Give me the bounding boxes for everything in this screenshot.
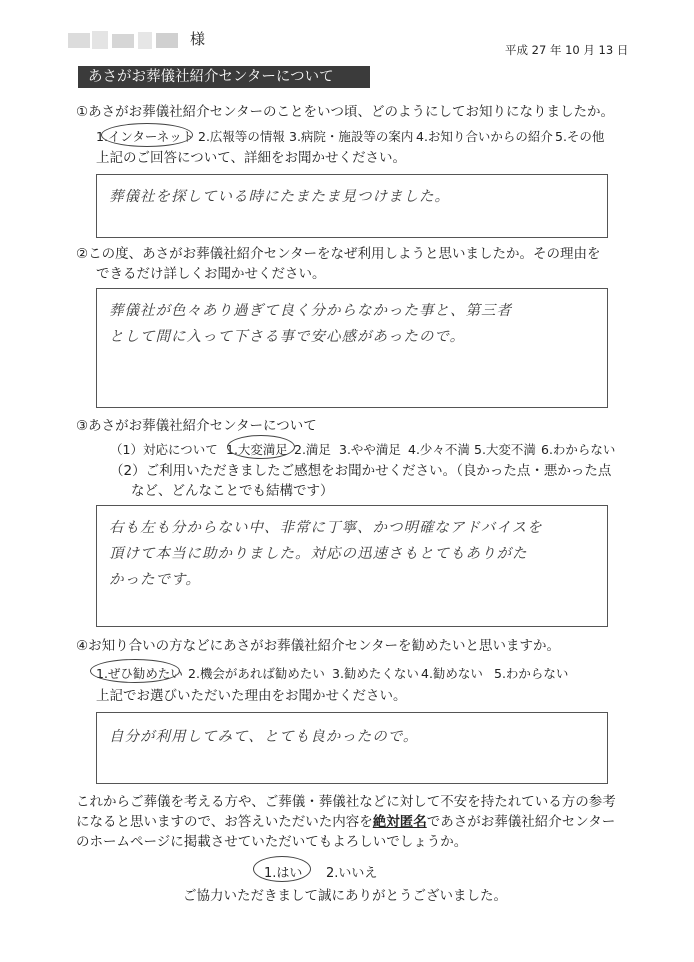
closing-line2-pre: になると思いますので、お答えいただいた内容を xyxy=(76,814,373,830)
q1-option-1[interactable]: 1.インターネット xyxy=(96,129,195,144)
q2-answer-line2: として間に入って下さる事で安心感があったので。 xyxy=(109,329,466,345)
closing-anonymous: 絶対匿名 xyxy=(372,814,427,830)
closing-line2 xyxy=(76,814,615,830)
q3-answer-line1: 右も左も分からない中、非常に丁寧、かつ明確なアドバイスを xyxy=(109,520,543,536)
q3-sub1-label: （1）対応について xyxy=(110,442,218,457)
consent-selected-circle xyxy=(253,856,311,882)
section-title-text: あさがお葬儀社紹介センターについて xyxy=(88,69,334,85)
q4-option-4[interactable]: 4.勧めない xyxy=(421,666,483,681)
q4-option-5[interactable]: 5.わからない xyxy=(494,666,569,681)
q1-option-5[interactable]: 5.その他 xyxy=(555,129,605,144)
closing-line2-post: であさがお葬儀社紹介センター xyxy=(426,814,616,830)
q4-option-3[interactable]: 3.勧めたくない xyxy=(332,666,419,681)
q3-option-5[interactable]: 5.大変不満 xyxy=(474,442,536,457)
q1-answer-text: 葬儀社を探している時にたまたま見つけました。 xyxy=(109,189,450,205)
survey-date: 平成 27 年 10 月 13 日 xyxy=(505,43,629,57)
q4-answer-box xyxy=(96,712,608,784)
q3-option-3[interactable]: 3.やや満足 xyxy=(339,442,401,457)
q1-selected-circle xyxy=(101,123,193,147)
q4-selected-circle xyxy=(90,659,180,683)
q2-question-line1: ②この度、あさがお葬儀社紹介センターをなぜ利用しようと思いましたか。その理由を xyxy=(76,246,601,262)
q3-option-4[interactable]: 4.少々不満 xyxy=(408,442,470,457)
q3-option-6[interactable]: 6.わからない xyxy=(541,442,616,457)
q4-option-1[interactable]: 1.ぜひ勧めたい xyxy=(96,666,183,681)
section-title xyxy=(78,66,370,88)
q4-option-2[interactable]: 2.機会があれば勧めたい xyxy=(188,666,325,681)
q3-sub2-line2: など、どんなことでも結構です） xyxy=(131,483,334,499)
q3-answer-line2: 頂けて本当に助かりました。対応の迅速さもとてもありがた xyxy=(109,546,528,562)
q2-question-line2: できるだけ詳しくお聞かせください。 xyxy=(96,266,326,282)
q2-answer-box xyxy=(96,288,608,408)
q3-option-1[interactable]: 1.大変満足 xyxy=(226,442,288,457)
q4-question: ④お知り合いの方などにあさがお葬儀社紹介センターを勧めたいと思いますか。 xyxy=(76,638,561,654)
q3-selected-circle xyxy=(227,435,295,459)
q1-option-3[interactable]: 3.病院・施設等の案内 xyxy=(289,129,414,144)
q1-answer-box xyxy=(96,174,608,238)
q3-option-2[interactable]: 2.満足 xyxy=(294,442,331,457)
redacted-name xyxy=(68,30,180,50)
q4-answer-text: 自分が利用してみて、とても良かったので。 xyxy=(109,729,419,745)
q3-answer-line3: かったです。 xyxy=(109,572,201,588)
q1-option-4[interactable]: 4.お知り合いからの紹介 xyxy=(416,129,553,144)
consent-yes[interactable]: 1.はい xyxy=(264,866,303,881)
q2-answer-line1: 葬儀社が色々あり過ぎて良く分からなかった事と、第三者 xyxy=(109,303,512,319)
q1-detail-prompt: 上記のご回答について、詳細をお聞かせください。 xyxy=(96,150,406,166)
q4-detail-prompt: 上記でお選びいただいた理由をお聞かせください。 xyxy=(96,688,407,704)
q3-answer-box xyxy=(96,505,608,627)
q1-option-2[interactable]: 2.広報等の情報 xyxy=(198,129,285,144)
closing-line1: これからご葬儀を考える方や、ご葬儀・葬儀社などに対して不安を持たれている方の参考 xyxy=(76,794,616,810)
q3-question: ③あさがお葬儀社紹介センターについて xyxy=(76,418,317,434)
consent-no[interactable]: 2.いいえ xyxy=(326,866,378,881)
q3-sub2-line1: （2）ご利用いただきましたご感想をお聞かせください。（良かった点・悪かった点 xyxy=(110,463,612,479)
honorific: 様 xyxy=(190,30,206,48)
closing-line3: のホームページに掲載させていただいてもよろしいでしょうか。 xyxy=(76,834,468,850)
thanks-message: ご協力いただきまして誠にありがとうございました。 xyxy=(183,888,507,904)
q1-question: ①あさがお葬儀社紹介センターのことをいつ頃、どのようにしてお知りになりましたか。 xyxy=(76,104,615,120)
